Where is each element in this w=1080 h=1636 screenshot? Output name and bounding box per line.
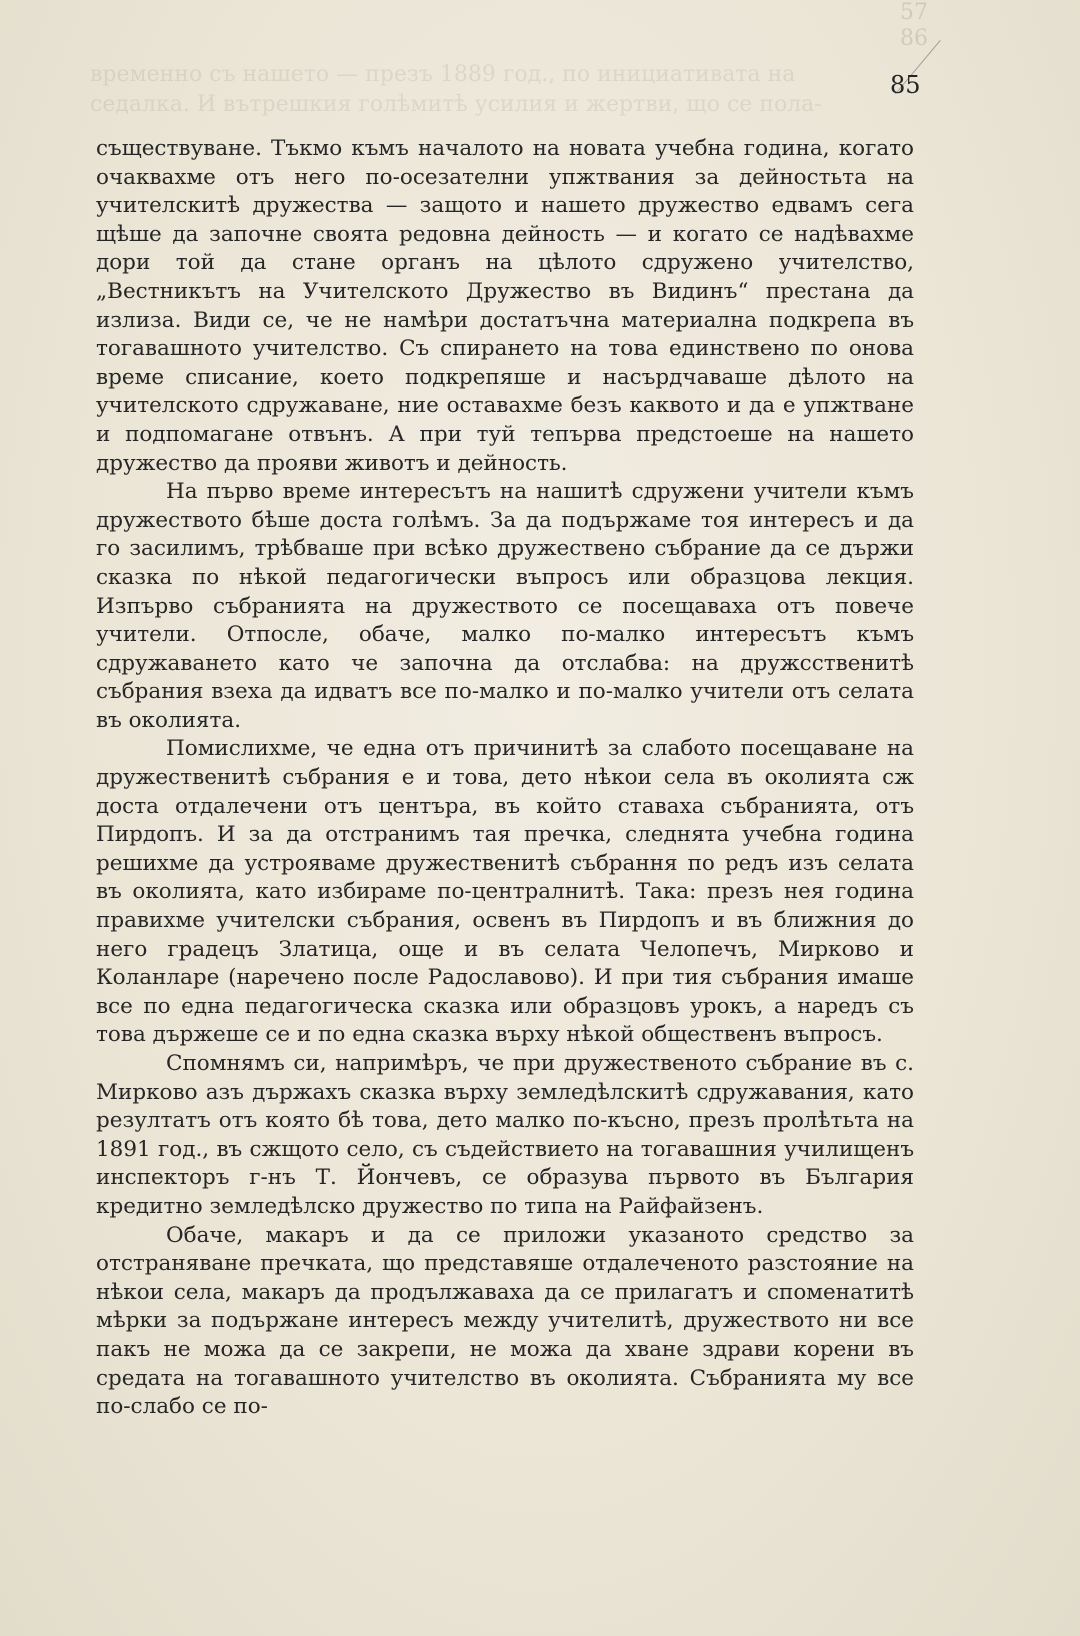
paragraph: Обаче, макаръ и да се приложи указаното средство за отстраняване пречката, що представяше отдалеченото разстояние на нѣкои села, макаръ да продължаваха да се прилагатъ и споменатитѣ мѣрки за подържане интересъ между учителитѣ, дружеството ни все пакъ не можа да се закрепи, не можа да хване здрави корени въ средата на тогавашното учителство въ околията. Събранията му все по-слабо се по- <box>96 1222 914 1420</box>
page-number: 85 <box>890 71 921 99</box>
bleed-line: временно съ нашето — презъ 1889 год., по инициативата на <box>90 62 796 87</box>
paragraph: Спомнямъ си, напримѣръ, че при дружественото събрание въ с. Мирково азъ държахъ сказка върху земледѣлскитѣ сдружавания, като резултатъ отъ която бѣ това, дето малко по-късно, презъ пролѣтьта на 1891 год., въ сжщото село, съ съдействието на тогавашния училищенъ инспекторъ г-нъ Т. Йончевъ, се образува първото въ България кредитно земледѣлско дружество по типа на Райфайзенъ. <box>96 1051 914 1219</box>
bleed-through-text <box>90 60 890 120</box>
paragraph: съществуване. Тъкмо къмъ началото на новата учебна година, когато очаквахме отъ него по-осезателни упжтвания за дейностьта на учителскитѣ дружества — защото и нашето дружество едвамъ сега щѣше да започне своята редовна дейность — и когато се надѣвахме дори той да стане органъ на цѣлото сдружено учителство, „Вестникътъ на Учителското Дружество въ Видинъ“ престана да излиза. Види се, че не намѣри достатъчна материална подкрепа въ тогавашното учителство. Съ спирането на това единствено по онова време списание, което подкрепяше и насърдчаваше дѣлото на учителското сдружаване, ние оставахме безъ каквото и да е упжтване и подпомагане отвънъ. А при туй тепърва предстоеше на нашето дружество да прояви животъ и дейность. <box>96 136 914 476</box>
corner-mark: 57 86 <box>900 0 928 51</box>
bleed-line: седалка. И вътрешкия голѣмитѣ усилия и жертви, що се пола- <box>90 92 822 117</box>
body-text <box>96 135 914 1422</box>
paragraph: Помислихме, че една отъ причинитѣ за слабото посещаване на дружественитѣ събрания е и това, дето нѣкои села въ околията сж доста отдалечени отъ центъра, въ който ставаха събранията, отъ Пирдопъ. И за да отстранимъ тая пречка, следнята учебна година решихме да устрояваме дружественитѣ събрання по редъ изъ селата въ околията, като избираме по-централнитѣ. Така: презъ нея година правихме учителски събрания, освенъ въ Пирдопъ и въ ближния до него градецъ Златица, още и въ селата Челопечъ, Мирково и Коланларе (наречено после Радославово). И при тия събрания имаше все по една педагогическа сказка или образцовъ урокъ, а наредъ съ това държеше се и по една сказка върху нѣкой общественъ въпросъ. <box>96 736 914 1048</box>
paragraph: На първо време интересътъ на нашитѣ сдружени учители къмъ дружеството бѣше доста голѣмъ. За да подържаме тоя интересъ и да го засилимъ, трѣбваше при всѣко дружествено събрание да се държи сказка по нѣкой педагогически въпросъ или образцова лекция. Изпърво събранията на дружеството се посещаваха отъ повече учители. Отпосле, обаче, малко по-малко интересътъ къмъ сдружаването като че започна да отслабва: на дружсственитѣ събрания взеха да идватъ все по-малко и по-малко учители отъ селата въ околията. <box>96 479 914 733</box>
